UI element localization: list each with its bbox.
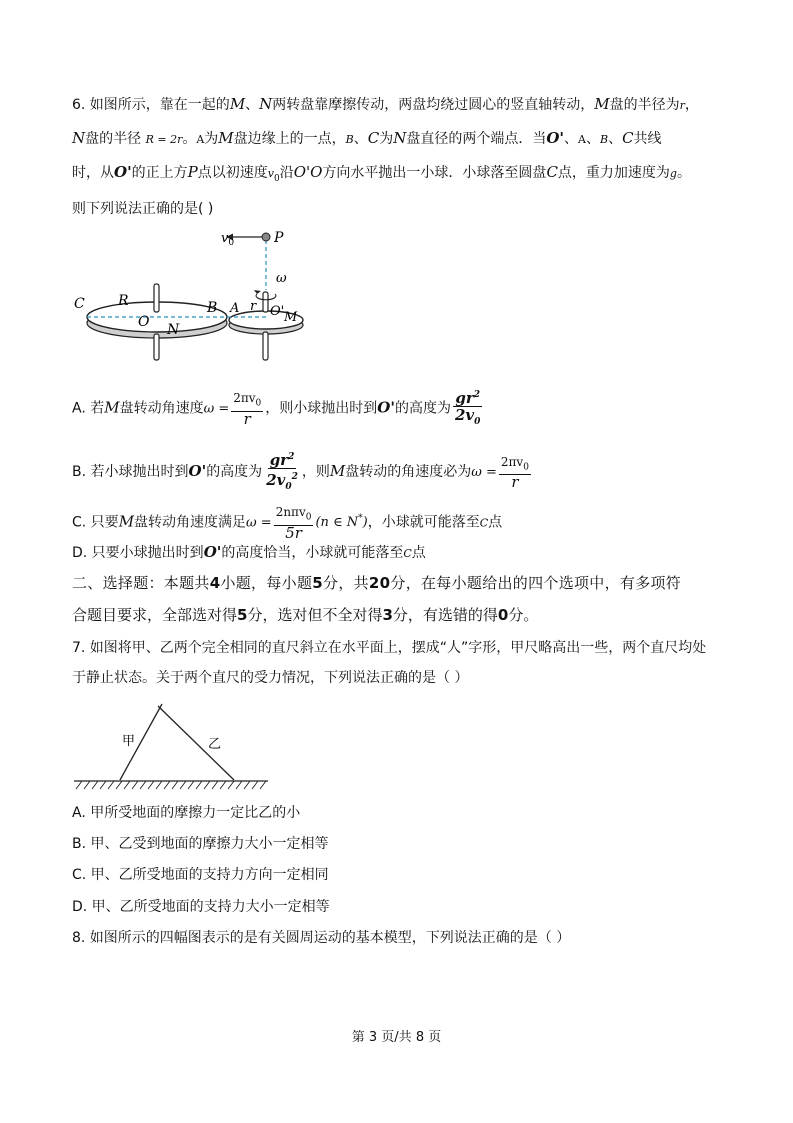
q6-option-C[interactable] <box>72 504 732 540</box>
denominator: 2v <box>454 406 475 424</box>
var-M: M <box>218 129 234 147</box>
subscript: 0 <box>255 398 262 409</box>
q6-option-B[interactable] <box>72 449 732 495</box>
q6-option-D[interactable] <box>72 542 732 564</box>
q6-text: 、 <box>585 131 600 147</box>
condition-text: (n ∈ N <box>315 515 359 531</box>
var-M: M <box>329 462 346 480</box>
var-B: B <box>599 133 609 146</box>
superscript: 2 <box>473 390 480 400</box>
var-M: M <box>594 95 610 113</box>
option-text: B. 甲、乙受到地面的摩擦力大小一定相等 <box>72 836 329 852</box>
var-N: N <box>393 129 407 147</box>
axle-N-bottom <box>154 334 159 360</box>
option-text: A. 甲所受地面的摩擦力一定比乙的小 <box>72 805 301 821</box>
option-text: 的高度为 <box>394 400 451 417</box>
label-R: R <box>118 293 129 309</box>
axle-M-top <box>263 292 268 312</box>
subscript-0: 0 <box>273 173 280 184</box>
var-A: A <box>578 133 586 146</box>
numerator: gr <box>269 451 289 469</box>
section-text: 合题目要求，全部选对得 <box>72 606 238 624</box>
denominator: 2v <box>266 471 286 489</box>
q6-text: 两转盘靠摩擦传动，两盘均绕过圆心的竖直轴转动， <box>272 97 595 113</box>
q6-text: 沿 <box>279 165 294 181</box>
option-text: 盘转动角速度 <box>119 400 204 417</box>
option-text: 点 <box>488 514 503 531</box>
var-O-prime: O' <box>377 398 395 417</box>
q6-option-A[interactable] <box>72 387 732 430</box>
q7-option-B[interactable] <box>72 834 732 854</box>
omega-eq: ω = <box>471 465 497 480</box>
option-text: C. 甲、乙所受地面的支持力方向一定相同 <box>72 867 329 883</box>
q6-line-4 <box>72 199 732 219</box>
q6-line-2 <box>72 128 732 150</box>
q6-text: 盘的半径为 <box>609 97 680 113</box>
option-text: 的高度恰当，小球就可能落至 <box>221 545 404 561</box>
option-text: D. 甲、乙所受地面的支持力大小一定相等 <box>72 899 330 915</box>
subscript: 0 <box>523 462 529 473</box>
numerator: gr <box>455 389 474 407</box>
q6-text: 、 <box>608 131 623 147</box>
q6-text: 6. 如图所示，靠在一起的 <box>72 97 230 113</box>
fraction <box>274 505 314 542</box>
q7-text: 于静止状态。关于两个直尺的受力情况，下列说法正确的是（ ） <box>72 670 469 686</box>
rotation-arrowhead <box>254 290 261 294</box>
q6-text: ， <box>684 97 699 113</box>
var-C: C <box>403 547 412 560</box>
var-OO: O'O <box>293 163 323 181</box>
q6-text: 为 <box>379 131 394 147</box>
q6-text: 点以初速度 <box>197 165 268 181</box>
q6-text: 盘边缘上的一点， <box>233 131 346 147</box>
var-C: C <box>367 129 380 147</box>
var-r: r <box>679 99 685 112</box>
q6-text: 方向水平抛出一小球．小球落至圆盘 <box>322 165 547 181</box>
section-number: 4 <box>209 574 221 592</box>
q6-line-3 <box>72 162 732 189</box>
q6-text: 、 <box>564 131 579 147</box>
subscript: 0 <box>305 512 312 523</box>
q7-line-1 <box>72 638 732 658</box>
condition-end: ) <box>362 515 368 531</box>
var-M: M <box>229 95 246 113</box>
q6-text: 、 <box>245 97 260 113</box>
numerator: 2πv <box>500 454 524 469</box>
section-number: 20 <box>368 574 391 592</box>
point-P <box>262 233 270 241</box>
section-text: 分。 <box>508 606 539 624</box>
label-M: M <box>284 310 298 325</box>
var-N: N <box>259 95 273 113</box>
fraction <box>499 454 531 492</box>
page-footer: 第 3 页/共 8 页 <box>351 1030 442 1045</box>
section-number: 3 <box>382 606 393 624</box>
label-P: P <box>274 230 284 246</box>
denominator: r <box>511 473 519 492</box>
q6-text: 盘直径的两个端点．当 <box>406 131 547 147</box>
section-text: 分，有选错的得 <box>392 606 498 624</box>
option-text: ，小球就可能落至 <box>367 514 480 531</box>
q7-option-A[interactable] <box>72 803 732 823</box>
q6-text: 的正上方 <box>131 165 188 181</box>
subscript: 0 <box>474 417 481 427</box>
section-text: 小题，每小题 <box>220 574 313 592</box>
omega-eq: ω = <box>246 515 272 531</box>
label-O: O <box>138 314 150 330</box>
option-text: C. 只要 <box>72 514 119 531</box>
option-text: ，则 <box>301 464 330 480</box>
section-text: 分，在每小题给出的四个选项中，有多项符 <box>390 574 682 592</box>
section-text: 二、选择题：本题共 <box>72 574 210 592</box>
var-P: P <box>187 163 198 181</box>
omega-eq: ω = <box>203 401 230 417</box>
q7-option-C[interactable] <box>72 865 732 885</box>
label-v0: $v_0$ <box>221 231 235 248</box>
option-text: D. 只要小球抛出时到 <box>72 545 204 561</box>
var-C: C <box>479 516 489 530</box>
equation: R = 2r <box>145 133 183 146</box>
q6-text: 盘的半径 <box>85 131 142 147</box>
q6-text: 时，从 <box>72 165 114 181</box>
section-number: 5 <box>237 606 248 624</box>
rulers-figure <box>72 700 272 795</box>
section-text: 分，共 <box>323 574 369 592</box>
denominator: 5r <box>285 523 302 542</box>
var-M: M <box>118 512 135 531</box>
axle-N-top <box>154 284 159 312</box>
var-A: A <box>196 133 205 146</box>
section-2-line-2 <box>72 605 732 625</box>
option-text: 盘转动角速度满足 <box>134 514 247 531</box>
var-C: C <box>546 163 558 181</box>
axle-M-bottom <box>263 332 268 360</box>
numerator: 2nπv <box>275 505 306 520</box>
option-text: B. 若小球抛出时到 <box>72 464 189 480</box>
superscript: 2 <box>291 472 298 482</box>
var-v: v <box>267 167 274 180</box>
option-text: ，则小球抛出时到 <box>265 400 378 417</box>
label-yi: 乙 <box>208 737 222 752</box>
fraction <box>231 391 263 428</box>
q6-line-1 <box>72 94 732 116</box>
label-A: A <box>230 301 240 316</box>
label-jia: 甲 <box>122 734 136 749</box>
superscript: 2 <box>288 452 295 462</box>
numerator: 2πv <box>233 391 256 406</box>
q8-text: 8. 如图所示的四幅图表示的是有关圆周运动的基本模型，下列说法正确的是（ ） <box>72 930 571 946</box>
var-g: g <box>669 167 677 180</box>
option-text: 盘转动的角速度必为 <box>345 464 472 480</box>
height-fraction <box>264 449 300 495</box>
q6-text: 为 <box>204 131 219 147</box>
var-O-prime: O' <box>114 163 132 181</box>
var-C: C <box>622 129 634 147</box>
option-text: 点 <box>411 545 426 561</box>
q7-option-D[interactable] <box>72 897 732 917</box>
label-C: C <box>74 296 85 312</box>
var-O-prime: O' <box>188 462 207 480</box>
q6-prompt: 则下列说法正确的是( ) <box>72 201 214 217</box>
denominator: r <box>243 409 251 428</box>
height-fraction <box>453 387 482 430</box>
section-text: 分，选对但不全对得 <box>247 606 383 624</box>
subscript: 0 <box>285 482 292 492</box>
label-N: N <box>167 322 180 338</box>
var-O-prime: O' <box>203 543 222 561</box>
var-N: N <box>72 129 86 147</box>
q6-text: 。 <box>182 131 197 147</box>
condition <box>315 515 367 530</box>
var-B: B <box>345 133 354 146</box>
var-M: M <box>104 398 120 417</box>
option-text: 的高度为 <box>206 464 263 480</box>
q6-text: 共线 <box>633 131 662 147</box>
q8-line-1 <box>72 928 732 948</box>
q6-text: 、 <box>353 131 368 147</box>
label-omega: ω <box>276 271 287 286</box>
option-text: A. 若 <box>72 400 105 417</box>
section-number: 5 <box>312 574 324 592</box>
q7-text: 7. 如图将甲、乙两个完全相同的直尺斜立在水平面上，摆成“人”字形，甲尺略高出一些，两个直尺均处 <box>72 640 707 656</box>
label-r: r <box>250 299 257 314</box>
q7-line-2 <box>72 668 732 688</box>
section-number: 0 <box>497 606 509 624</box>
ruler-yi <box>158 706 234 780</box>
turntable-figure <box>70 222 320 367</box>
label-B: B <box>207 300 218 316</box>
superscript: * <box>358 514 363 524</box>
var-O-prime: O' <box>546 129 565 147</box>
section-2-line-1 <box>72 573 732 593</box>
q6-text: 点，重力加速度为 <box>557 165 670 181</box>
label-O-prime: O' <box>270 304 285 319</box>
q6-text: 。 <box>676 165 691 181</box>
ground-hatching <box>76 781 266 789</box>
